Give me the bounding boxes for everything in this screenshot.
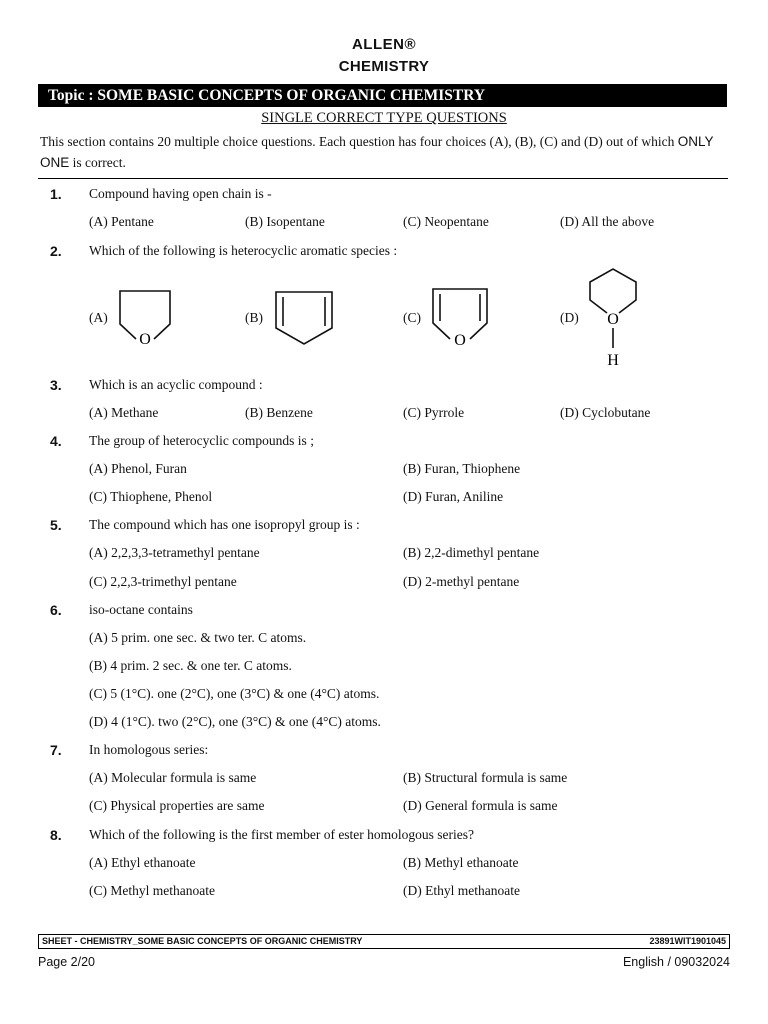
tetrahydrofuran-structure: [112, 284, 180, 352]
question-text: The compound which has one isopropyl group is :: [89, 517, 360, 532]
option-c: (C) Pyrrole: [403, 405, 465, 420]
option-b: (B) 2,2-dimethyl pentane: [403, 545, 540, 560]
question-text: The group of heterocyclic compounds is ;: [89, 433, 314, 448]
option-a: (A) 2,2,3,3-tetramethyl pentane: [89, 545, 260, 560]
option-c: (C) 5 (1°C). one (2°C), one (3°C) & one (4°C) atoms.: [89, 686, 380, 701]
question-text: Which is an acyclic compound :: [89, 377, 263, 392]
sheet-footer: [38, 934, 730, 949]
question-text: Which of the following is the first member of ester homologous series?: [89, 827, 475, 842]
option-a: (A) Methane: [89, 405, 159, 420]
sheet-name: SHEET - CHEMISTRY_SOME BASIC CONCEPTS OF ORGANIC CHEMISTRY: [42, 936, 363, 946]
divider: [38, 178, 728, 179]
question-text: In homologous series:: [89, 742, 209, 757]
subject-title: CHEMISTRY: [338, 58, 430, 75]
option-b: (B) Benzene: [245, 405, 313, 420]
option-a: (A) 5 prim. one sec. & two ter. C atoms.: [89, 630, 307, 645]
oxygen-label: O: [454, 332, 466, 349]
question-number: 7.: [50, 742, 62, 758]
option-d: (D) 4 (1°C). two (2°C), one (3°C) & one (4°C) atoms.: [89, 714, 381, 729]
question-number: 6.: [50, 602, 62, 618]
option-d: (D) General formula is same: [403, 798, 558, 813]
option-b: (B) Isopentane: [245, 214, 325, 229]
question-number: 3.: [50, 377, 62, 393]
oxygen-label: O: [607, 311, 619, 328]
option-d: (D) 2-methyl pentane: [403, 574, 520, 589]
cyclopentadiene-structure: [270, 286, 338, 348]
option-d: (D) Furan, Aniline: [403, 489, 504, 504]
question-number: 2.: [50, 243, 62, 259]
section-title: SINGLE CORRECT TYPE QUESTIONS: [261, 110, 507, 126]
option-b: (B): [245, 310, 263, 325]
option-b: (B) Methyl ethanoate: [403, 855, 519, 870]
option-d: (D): [560, 310, 579, 325]
instructions: [40, 131, 730, 173]
furan-structure: [425, 283, 495, 353]
option-a: (A) Ethyl ethanoate: [89, 855, 196, 870]
question-number: 8.: [50, 827, 62, 843]
option-d: (D) All the above: [560, 214, 655, 229]
option-a: (A): [89, 310, 108, 325]
option-a: (A) Molecular formula is same: [89, 770, 257, 785]
instructions-text-end: is correct.: [72, 155, 126, 170]
question-text: Compound having open chain is -: [89, 186, 272, 201]
topic-bar: Topic : SOME BASIC CONCEPTS OF ORGANIC CHEMISTRY: [38, 84, 727, 107]
option-a: (A) Phenol, Furan: [89, 461, 187, 476]
option-c: (C) Physical properties are same: [89, 798, 265, 813]
question-number: 5.: [50, 517, 62, 533]
oxygen-label: O: [139, 331, 151, 348]
option-a: (A) Pentane: [89, 214, 154, 229]
oxonium-ring-structure: [580, 264, 650, 370]
instructions-emphasis: ONLY ONE: [40, 134, 714, 170]
option-c: (C) Neopentane: [403, 214, 489, 229]
page-number: Page 2/20: [38, 955, 95, 969]
sheet-code: 23891WIT1901045: [649, 936, 726, 946]
brand-logo: ALLEN®: [351, 36, 417, 53]
option-c: (C) Methyl methanoate: [89, 883, 215, 898]
option-d: (D) Cyclobutane: [560, 405, 651, 420]
option-c: (C) Thiophene, Phenol: [89, 489, 213, 504]
instructions-text: This section contains 20 multiple choice questions. Each question has four choices (A), (B), (C) and (D) out of which: [40, 134, 675, 149]
option-b: (B) Structural formula is same: [403, 770, 568, 785]
option-b: (B) Furan, Thiophene: [403, 461, 521, 476]
question-text: Which of the following is heterocyclic aromatic species :: [89, 243, 398, 258]
option-d: (D) Ethyl methanoate: [403, 883, 520, 898]
option-c: (C): [403, 310, 421, 325]
question-number: 1.: [50, 186, 62, 202]
option-c: (C) 2,2,3-trimethyl pentane: [89, 574, 237, 589]
language-date: English / 09032024: [622, 955, 730, 969]
hydrogen-label: H: [607, 352, 619, 369]
option-b: (B) 4 prim. 2 sec. & one ter. C atoms.: [89, 658, 292, 673]
question-number: 4.: [50, 433, 62, 449]
question-text: iso-octane contains: [89, 602, 193, 617]
